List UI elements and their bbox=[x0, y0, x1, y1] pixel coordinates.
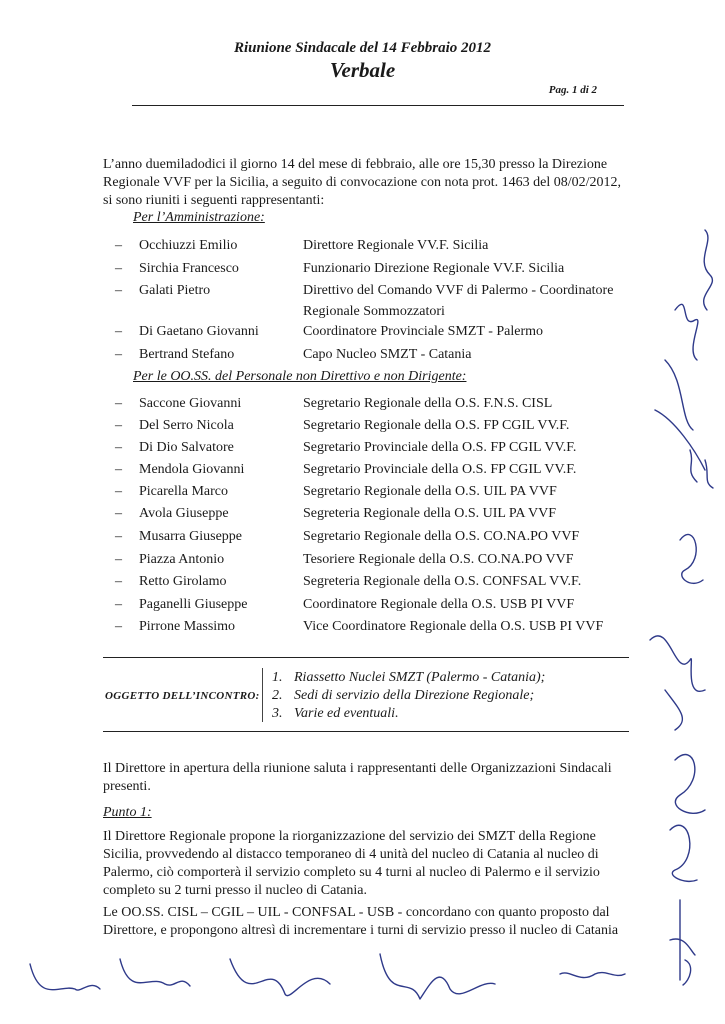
list-dash: – bbox=[115, 324, 122, 339]
punto-1-line: Direttore, e propongono altresì di incrementare i turni di servizio presso il nucleo di Catania bbox=[103, 923, 619, 938]
agenda-item bbox=[272, 706, 399, 722]
attendee-role: Coordinatore Regionale della O.S. USB PI VVF bbox=[303, 597, 575, 612]
attendee-name: Pirrone Massimo bbox=[139, 619, 236, 634]
list-dash: – bbox=[115, 440, 122, 455]
attendee-role: Segreteria Regionale della O.S. UIL PA VVF bbox=[303, 506, 557, 521]
margin-signatures bbox=[635, 220, 725, 1020]
administration-heading: Per l’Amministrazione: bbox=[133, 210, 265, 225]
attendee-name: Picarella Marco bbox=[139, 484, 229, 499]
list-dash: – bbox=[115, 619, 122, 634]
list-dash: – bbox=[115, 347, 122, 362]
intro-line: Regionale VVF per la Sicilia, a seguito di convocazione con nota prot. 1463 del 08/02/2012, bbox=[103, 175, 622, 190]
attendee-role: Coordinatore Provinciale SMZT - Palermo bbox=[303, 324, 544, 339]
attendee-role: Segretario Regionale della O.S. FP CGIL VV.F. bbox=[303, 418, 570, 433]
agenda-item-number: 3. bbox=[272, 706, 283, 721]
subject-top-rule bbox=[103, 657, 629, 658]
list-dash: – bbox=[115, 597, 122, 612]
punto-1-line: Il Direttore Regionale propone la riorganizzazione del servizio dei SMZT della Regione bbox=[103, 829, 596, 844]
attendee-role: Segretario Provinciale della O.S. FP CGIL VV.F. bbox=[303, 440, 577, 455]
attendee-name: Paganelli Giuseppe bbox=[139, 597, 248, 612]
subject-bottom-rule bbox=[103, 731, 629, 732]
attendee-name: Sirchia Francesco bbox=[139, 261, 239, 276]
page-number: Pag. 1 di 2 bbox=[548, 84, 597, 96]
attendee-name: Del Serro Nicola bbox=[139, 418, 234, 433]
agenda-item-text: Varie ed eventuali. bbox=[294, 706, 399, 721]
list-dash: – bbox=[115, 506, 122, 521]
punto-1-paragraph bbox=[103, 828, 623, 900]
list-dash: – bbox=[115, 462, 122, 477]
attendee-role: Segretario Regionale della O.S. UIL PA VVF bbox=[303, 484, 557, 499]
agenda-item-number: 2. bbox=[272, 688, 283, 703]
list-dash: – bbox=[115, 396, 122, 411]
attendee-role: Segretario Regionale della O.S. F.N.S. CISL bbox=[303, 396, 553, 411]
agenda-item bbox=[272, 670, 545, 686]
unions-heading: Per le OO.SS. del Personale non Direttivo e non Dirigente: bbox=[133, 369, 467, 384]
list-dash: – bbox=[115, 283, 122, 298]
punto-1-heading: Punto 1: bbox=[103, 805, 152, 820]
attendee-name: Di Dio Salvatore bbox=[139, 440, 234, 455]
list-dash: – bbox=[115, 552, 122, 567]
attendee-role: Vice Coordinatore Regionale della O.S. USB PI VVF bbox=[303, 619, 604, 634]
attendee-role-line: Direttivo del Comando VVF di Palermo - Coordinatore bbox=[303, 283, 614, 298]
punto-1-line: Sicilia, provvedendo al distacco temporaneo di 4 unità del nucleo di Catania al nucleo di bbox=[103, 847, 599, 862]
meeting-subject-label: OGGETTO DELL’INCONTRO: bbox=[105, 690, 260, 702]
intro-line: L’anno duemiladodici il giorno 14 del mese di febbraio, alle ore 15,30 presso la Direzione bbox=[103, 157, 608, 172]
attendee-role: Funzionario Direzione Regionale VV.F. Sicilia bbox=[303, 261, 565, 276]
attendee-name: Di Gaetano Giovanni bbox=[139, 324, 259, 339]
attendee-role: Segreteria Regionale della O.S. CONFSAL VV.F. bbox=[303, 574, 582, 589]
attendee-role: Segretario Regionale della O.S. CO.NA.PO VVF bbox=[303, 529, 580, 544]
punto-1-line: completo su 2 turni presso il nucleo di Catania. bbox=[103, 883, 368, 898]
document-title: Riunione Sindacale del 14 Febbraio 2012 bbox=[233, 40, 492, 56]
list-dash: – bbox=[115, 484, 122, 499]
agenda-item-text: Riassetto Nuclei SMZT (Palermo - Catania); bbox=[294, 670, 546, 685]
attendee-name: Musarra Giuseppe bbox=[139, 529, 243, 544]
punto-1-line: Le OO.SS. CISL – CGIL – UIL - CONFSAL - USB - concordano con quanto proposto dal bbox=[103, 905, 610, 920]
intro-line: si sono riuniti i seguenti rappresentanti: bbox=[103, 193, 325, 208]
punto-1-line: Palermo, ciò comporterà il servizio completo su 4 turni al nucleo di Palermo e il servizio bbox=[103, 865, 600, 880]
list-dash: – bbox=[115, 529, 122, 544]
attendee-role: Tesoriere Regionale della O.S. CO.NA.PO VVF bbox=[303, 552, 574, 567]
list-dash: – bbox=[115, 418, 122, 433]
list-dash: – bbox=[115, 238, 122, 253]
attendee-name: Saccone Giovanni bbox=[139, 396, 242, 411]
list-dash: – bbox=[115, 261, 122, 276]
attendee-role: Capo Nucleo SMZT - Catania bbox=[303, 347, 472, 362]
header-rule bbox=[132, 105, 624, 106]
agenda-item bbox=[272, 688, 534, 704]
attendee-name: Occhiuzzi Emilio bbox=[139, 238, 238, 253]
intro-paragraph bbox=[103, 156, 623, 210]
agenda-item-number: 1. bbox=[272, 670, 283, 685]
attendee-role: Direttore Regionale VV.F. Sicilia bbox=[303, 238, 489, 253]
attendee-name: Galati Pietro bbox=[139, 283, 211, 298]
attendee-name: Mendola Giovanni bbox=[139, 462, 245, 477]
attendee-name: Piazza Antonio bbox=[139, 552, 225, 567]
punto-1-unions-paragraph bbox=[103, 904, 623, 940]
subject-separator bbox=[262, 668, 263, 722]
document-subtitle: Verbale bbox=[329, 58, 396, 82]
attendee-name: Retto Girolamo bbox=[139, 574, 227, 589]
attendee-role: Segretario Provinciale della O.S. FP CGIL VV.F. bbox=[303, 462, 577, 477]
opening-paragraph bbox=[103, 760, 623, 796]
attendee-name: Bertrand Stefano bbox=[139, 347, 235, 362]
attendee-role-line: Regionale Sommozzatori bbox=[303, 304, 445, 319]
bottom-signatures bbox=[20, 944, 660, 1014]
attendee-name: Avola Giuseppe bbox=[139, 506, 229, 521]
opening-line: Il Direttore in apertura della riunione saluta i rappresentanti delle Organizzazioni Sindacali bbox=[103, 761, 612, 776]
agenda-item-text: Sedi di servizio della Direzione Regionale; bbox=[294, 688, 535, 703]
attendee-role bbox=[303, 282, 633, 321]
opening-line: presenti. bbox=[103, 779, 151, 794]
list-dash: – bbox=[115, 574, 122, 589]
